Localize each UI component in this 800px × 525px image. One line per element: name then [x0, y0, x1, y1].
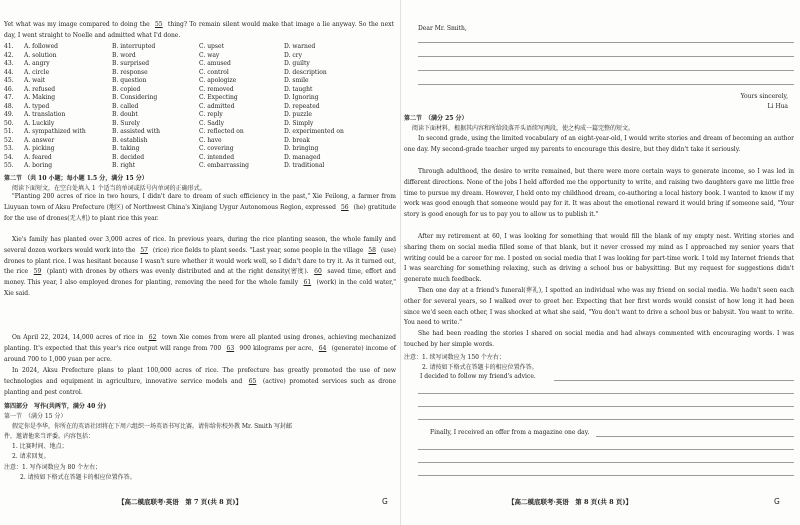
story-paragraph-4: Then one day at a friend's funeral(葬礼), I spotted an individual who was my friend on social media. We hadn't seen each other for several years, so I walked over to greet her. Expecting that her first words would consist of how long it had been since we'd seen each other, I was shocked at what she said, "You don't want to drive a school bus or babysit. You want to write. You need to write."	[404, 287, 794, 327]
page-mark: G	[774, 497, 780, 506]
question-number: 49.	[4, 111, 14, 118]
question-number: 42.	[4, 51, 14, 59]
question-number: 55.	[4, 162, 14, 169]
option-a: A. wait	[24, 77, 46, 84]
letter-closing: Yours sincerely,	[740, 93, 788, 100]
option-row	[4, 111, 396, 120]
writing-prompt-line: 假定你是李华，你所在的英语社团将在下周六组织一场英语书写比赛。请你给你校外教 Mr. Smith 写封邮	[12, 423, 292, 430]
option-b: B. called	[112, 102, 139, 110]
option-c: C. upset	[199, 43, 224, 50]
option-d: D. experimented on	[284, 128, 344, 135]
question-number: 52.	[4, 136, 14, 144]
answer-line	[418, 56, 794, 57]
cloze-passage-end: Yet what was my image compared to doing the 55 thing? To remain silent would make that image a lie anyway. So the next day, I went straight to Noelle and admitted what I'd done.	[4, 21, 394, 39]
option-c: C. removed	[199, 85, 234, 93]
option-d: D. break	[284, 136, 310, 144]
option-row	[4, 52, 396, 61]
option-c: C. reply	[199, 111, 223, 118]
option-c: C. covering	[199, 145, 234, 152]
option-a: A. translation	[24, 111, 66, 118]
question-number: 54.	[4, 153, 14, 161]
option-c: C. amused	[199, 60, 231, 67]
option-c: C. Sadly	[199, 119, 225, 127]
option-c: C. admitted	[199, 102, 235, 110]
option-a: A. solution	[24, 51, 57, 59]
option-row	[4, 77, 396, 86]
option-d: D. warned	[284, 43, 316, 50]
option-d: D. Ignoring	[284, 94, 319, 101]
option-d: D. smile	[284, 77, 309, 84]
writing-prompt-line: 2. 请按如下格式在答题卡的相应位置作答。	[20, 474, 136, 481]
writing-prompt-line: 2. 请求回复。	[12, 453, 50, 460]
option-a: A. answer	[24, 136, 55, 144]
option-a: A. sympathized with	[24, 128, 86, 135]
passage-paragraph-3: On April 22, 2024, 14,000 acres of rice in 62 town Xie comes from were all planted using drones, achieving mechanized planting. It's expected that this year's rice output will range from 700 63 900 kilograms per acre, 64 (generate) income of around 700 to 1,000 yuan per acre.	[4, 334, 397, 363]
answer-line	[418, 475, 794, 476]
option-b: B. surprised	[112, 60, 150, 67]
option-c: C. reflected on	[199, 128, 244, 135]
option-row	[4, 154, 396, 163]
writing-note: 注意：1. 续写词数应为 150 个左右；	[404, 354, 505, 361]
section-2-title: 第二节 （共 10 小题；每小题 1.5 分，满分 15 分）	[4, 175, 148, 182]
continuation-opening-2: Finally, I received an offer from a magazine one day.	[430, 429, 590, 436]
question-number: 46.	[4, 85, 14, 93]
option-c: C. intended	[199, 153, 235, 161]
option-b: B. copied	[112, 85, 141, 93]
question-number: 45.	[4, 77, 14, 84]
answer-line	[418, 462, 794, 463]
page-footer: 【高二模底联考·英语 第 7 页(共 8 页)】	[118, 498, 243, 506]
option-a: A. refused	[24, 85, 56, 93]
option-row	[4, 43, 396, 52]
writing-prompt-line: 注意：1. 写作词数应为 80 个左右；	[4, 464, 102, 471]
option-a: A. Making	[24, 94, 56, 101]
section-2-instruction: 阅读下面短文，在空白处填入 1 个适当的单词或括号内单词的正确形式。	[12, 185, 206, 192]
option-row	[4, 145, 396, 154]
passage-paragraph-1: "Planting 200 acres of rice in two hours, I didn't dare to dream of such efficiency in the past," Xie Feilong, a farmer from Liuyuan town of Aksu Prefecture (地区) of Northwest China's Xinjiang Uygur Autonomous Region, expressed 56 (he) gratitude for the use of drones(无人机) to plant rice this year.	[4, 193, 396, 222]
option-row	[4, 69, 396, 78]
story-paragraph-5: She had been reading the stories I shared on social media and had always commented with encouraging words. I was touched by her simple words.	[404, 330, 794, 348]
option-b: B. Considering	[112, 94, 158, 101]
option-c: C. have	[199, 136, 222, 144]
page-mark: G	[382, 497, 388, 506]
answer-line	[418, 406, 794, 407]
answer-line	[418, 449, 794, 450]
option-d: D. puzzle	[284, 111, 312, 118]
option-b: B. right	[112, 162, 136, 169]
part-4-title: 第四部分 写作(共两节，满分 40 分)	[4, 403, 107, 410]
option-a: A. followed	[24, 43, 58, 50]
option-row	[4, 162, 396, 171]
option-row	[4, 94, 396, 103]
option-c: C. Expecting	[199, 94, 238, 101]
option-c: C. apologize	[199, 77, 237, 84]
option-b: B. question	[112, 77, 147, 84]
option-b: B. doubt	[112, 111, 138, 118]
right-page	[400, 0, 800, 525]
story-paragraph-1: In second grade, using the limited vocabulary of an eight-year-old, I would write stories and dream of becoming an author one day. My second-grade teacher urged my parents to encourage this desire, but they didn't take it seriously.	[404, 135, 794, 153]
answer-line	[418, 42, 794, 43]
letter-salutation: Dear Mr. Smith,	[418, 25, 467, 32]
answer-line	[418, 419, 794, 420]
part-4-section-1-title: 第一节 （满分 15 分）	[4, 413, 67, 420]
option-a: A. picking	[24, 145, 55, 152]
story-paragraph-2: Through adulthood, the desire to write remained, but there were more certain ways to generate income, so I was led in different directions. None of the jobs I held afforded me the opportunity to write, and raising two daughters gave me little free time to pursue my dream. However, I held onto my childhood dream, co-authoring a local history book. I wanted to know if my work was good enough that someone would pay for it. It was about the emotional reward it would bring if someone said, "Your story is good enough for us to pay you to allow us to publish it."	[404, 168, 794, 219]
option-b: B. response	[112, 68, 148, 76]
option-c: C. control	[199, 68, 229, 76]
section-2-instruction: 阅读下面材料，根据其内容和所给段落开头语续写两段，使之构成一篇完整的短文。	[412, 125, 635, 132]
option-row	[4, 128, 396, 137]
option-b: B. taking	[112, 145, 140, 152]
continuation-opening-1: I decided to follow my friend's advice.	[420, 373, 536, 380]
question-number: 51.	[4, 128, 14, 135]
option-c: C. way	[199, 51, 220, 59]
passage-paragraph-4: In 2024, Aksu Prefecture plans to plant 100,000 acres of rice. The prefecture has greatly promoted the use of new technologies and equipment in agriculture, innovative service models and 65 (active) promoted services such as drone planting and pest control.	[4, 367, 396, 396]
option-d: D. bringing	[284, 145, 319, 152]
option-row	[4, 86, 396, 95]
option-d: D. description	[284, 68, 327, 76]
answer-line	[418, 393, 794, 394]
option-d: D. traditional	[284, 162, 325, 169]
answer-line	[418, 84, 794, 85]
letter-signature: Li Hua	[767, 103, 788, 110]
option-a: A. circle	[24, 68, 50, 76]
option-b: B. assisted with	[112, 128, 160, 135]
passage-paragraph-2: Xie's family has planted over 3,000 acres of rice. In previous years, during the rice planting season, the whole family and several dozen workers would work into the 57 (rice) rice fields to plant seeds. "Last year, some people in the village 58 (use) drones to plant rice. I was hesitant because I wasn't sure whether it would work well, so I didn't dare to try it. As it turned out, the rice 59 (plant) with drones by others was evenly distributed and at the right density(密度). 60 saved time, effort and money. This year, I also employed drones for planting, removing the need for the whole family 61 (work) in the cold water," Xie said.	[4, 236, 396, 297]
option-b: B. establish	[112, 136, 148, 144]
option-row	[4, 137, 396, 146]
question-number: 41.	[4, 43, 14, 50]
option-a: A. boring	[24, 162, 53, 169]
writing-prompt-line: 件，邀请他来当评委。内容包括：	[4, 433, 95, 440]
question-number: 44.	[4, 68, 14, 76]
writing-note: 2. 请按如下格式在答题卡的相应位置作答。	[422, 364, 538, 371]
page-footer: 【高二模底联考·英语 第 8 页(共 8 页)】	[508, 498, 633, 506]
option-a: A. Luckily	[24, 119, 55, 127]
option-row	[4, 60, 396, 69]
writing-prompt-line: 1. 比赛时间、地点；	[12, 443, 68, 450]
option-b: B. decided	[112, 153, 145, 161]
option-a: A. feared	[24, 153, 52, 161]
option-a: A. angry	[24, 60, 50, 67]
option-b: B. word	[112, 51, 136, 59]
option-b: B. interrupted	[112, 43, 156, 50]
option-a: A. typed	[24, 102, 50, 110]
question-number: 47.	[4, 94, 14, 101]
option-d: D. taught	[284, 85, 313, 93]
option-row	[4, 103, 396, 112]
question-number: 43.	[4, 60, 14, 67]
question-number: 50.	[4, 119, 14, 127]
option-d: D. Simply	[284, 119, 314, 127]
answer-line	[418, 70, 794, 71]
option-b: B. Surely	[112, 119, 140, 127]
question-number: 48.	[4, 102, 14, 110]
option-c: C. embarrassing	[199, 162, 249, 169]
section-2-title: 第二节 （满分 25 分）	[404, 115, 468, 122]
option-row	[4, 120, 396, 129]
option-d: D. repeated	[284, 102, 320, 110]
answer-line	[554, 380, 794, 381]
cloze-options-list	[4, 43, 396, 171]
story-paragraph-3: After my retirement at 60, I was looking for something that would fill the blank of my empty nest. Writing stories and sharing them on social media filled some of that blank, but it never crossed my mind as I approached my senior years that writing could be a career for me. I posted on social media that I was looking for part-time work. I told my Internet friends that I was searching for something relaxing, such as driving a school bus or babysitting. But my request for suggestions didn't generate much feedback.	[404, 233, 794, 284]
option-d: D. guilty	[284, 60, 310, 67]
question-number: 53.	[4, 145, 14, 152]
option-d: D. managed	[284, 153, 321, 161]
option-d: D. cry	[284, 51, 303, 59]
answer-line	[596, 436, 794, 437]
